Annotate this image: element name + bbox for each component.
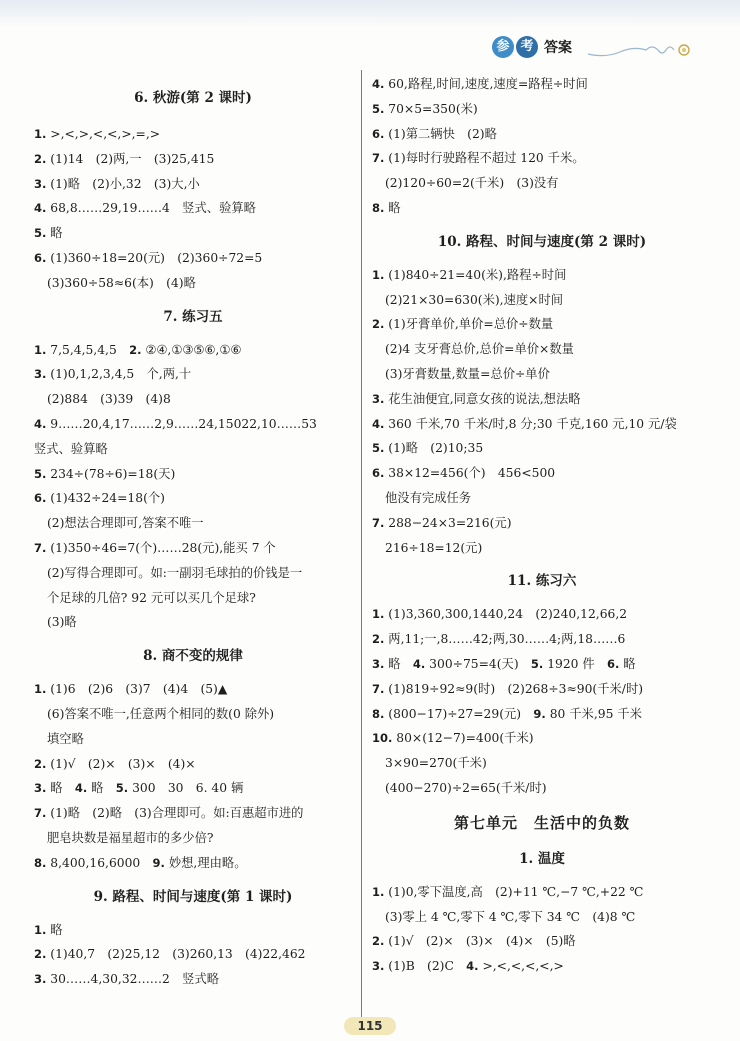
answer-text: (1)350÷46=7(个)……28(元),能买 7 个 <box>46 540 276 555</box>
answer-text: 30……4,30,32……2 竖式略 <box>46 972 220 987</box>
answer-text: (2)120÷60=2(千米) (3)没有 <box>385 176 559 191</box>
answer-line <box>34 196 352 221</box>
answer-text: (1)0,1,2,3,4,5 个,两,十 <box>46 367 192 382</box>
section-title-7: 7. 练习五 <box>163 308 223 325</box>
answer-text: (1)略 (2)小,32 (3)大,小 <box>46 176 200 191</box>
answer-line <box>372 602 712 627</box>
answer-text: (1)14 (2)两,一 (3)25,415 <box>46 151 215 166</box>
answer-text: 略 <box>87 781 116 796</box>
answer-number: 4. <box>74 781 88 796</box>
section-9 <box>34 918 352 992</box>
section-10 <box>372 263 712 561</box>
answer-text: 68,8……29,19……4 竖式、验算略 <box>46 201 256 216</box>
answer-line <box>372 196 712 221</box>
section-8 <box>34 677 352 875</box>
badge-char-2: 考 <box>516 36 538 58</box>
column-divider <box>361 70 362 1018</box>
answer-text: 216÷18=12(元) <box>385 540 483 555</box>
answer-text: 70×5=350(米) <box>384 101 478 116</box>
answer-text: 略 <box>46 781 75 796</box>
answer-number: 2. <box>372 632 385 647</box>
answer-number: 5. <box>115 781 129 796</box>
answer-number: 2. <box>372 317 385 332</box>
section-temperature <box>372 880 712 979</box>
answer-line <box>34 918 352 943</box>
answer-text: (2)写得合理即可。如:一副羽毛球拍的价钱是一 <box>47 565 303 580</box>
answer-line <box>34 338 352 363</box>
answer-number: 8. <box>34 855 47 870</box>
answer-number: 4. <box>372 416 385 431</box>
answer-number: 5. <box>372 441 385 456</box>
answer-line <box>34 271 352 296</box>
answer-text: 300 30 6. <box>128 781 208 796</box>
answer-number: 8. <box>372 706 385 721</box>
answer-text: >,<,>,<,<,>,=,> <box>46 127 161 141</box>
answer-line <box>34 776 352 801</box>
answer-number: 4. <box>372 77 385 91</box>
answer-text: (1)略 (2)10;35 <box>384 441 484 456</box>
answer-text: 妙想,理由略。 <box>164 855 247 870</box>
answer-text: 9……20,4,17……2,9……24,15022,10……53 <box>46 416 317 431</box>
answer-text: 300÷75=4(天) <box>425 656 531 671</box>
answer-text: (3)零上 4 ℃,零下 4 ℃,零下 34 ℃ (4)8 ℃ <box>385 909 636 924</box>
answer-text: (1)0,零下温度,高 (2)+11 ℃,−7 ℃,+22 ℃ <box>384 884 644 899</box>
answer-number: 1. <box>34 922 47 937</box>
answer-number: 3. <box>34 367 47 382</box>
section-6 <box>34 122 352 296</box>
answer-line <box>372 929 712 954</box>
answer-text: (3)略 <box>47 615 77 630</box>
answer-text: (2)21×30=630(米),速度×时间 <box>385 292 564 307</box>
answer-text: 234÷(78÷6)=18(天) <box>46 466 176 481</box>
answer-text: (1)第二辆快 (2)略 <box>384 126 497 141</box>
answer-text: (1)每时行驶路程不超过 120 千米。 <box>384 151 585 166</box>
answer-line <box>372 337 712 362</box>
answer-text: (1)432÷24=18(个) <box>46 491 165 506</box>
answer-text: 8,400,16,6000 <box>46 855 153 870</box>
answer-line <box>372 677 712 702</box>
answer-line <box>372 954 712 979</box>
answer-line <box>34 610 352 635</box>
answer-number: 2. <box>34 947 47 962</box>
section-11 <box>372 602 712 800</box>
answer-line <box>372 263 712 288</box>
answer-text: 360 千米,70 千米/时,8 分;30 千克,160 元,10 元/袋 <box>384 416 677 431</box>
answer-number: 7. <box>372 681 385 696</box>
answer-number: 2. <box>34 151 47 166</box>
answer-text: 竖式、验算略 <box>34 441 108 456</box>
answer-text: 80×(12−7)=400(千米) <box>392 731 534 746</box>
answer-number: 4. <box>34 416 47 431</box>
answer-text: 1920 件 <box>543 656 608 671</box>
section-7 <box>34 338 352 636</box>
answer-text: (1)B (2)C <box>384 959 467 974</box>
answer-line <box>372 627 712 652</box>
answer-line <box>34 412 352 437</box>
answer-number: 3. <box>34 176 47 191</box>
page-number: 115 <box>344 1017 396 1035</box>
answer-text: 38×12=456(个) 456<500 <box>384 466 556 481</box>
answer-number: 2. <box>129 342 142 357</box>
answer-text: (1)√ (2)× (3)× (4)× <box>46 756 196 771</box>
answer-number: 1. <box>372 607 385 622</box>
header-band <box>0 0 740 28</box>
answer-text: 80 千米,95 千米 <box>545 706 642 721</box>
answer-text: (1)6 (2)6 (3)7 (4)4 (5)▲ <box>46 682 228 697</box>
answer-number: 10. <box>372 731 393 746</box>
answer-line <box>372 726 712 751</box>
answer-line <box>372 288 712 313</box>
answer-number: 6. <box>34 250 47 265</box>
answer-line <box>34 246 352 271</box>
answer-line <box>372 436 712 461</box>
answer-text: 略 <box>384 656 413 671</box>
answer-text: 288−24×3=216(元) <box>384 515 512 530</box>
section-title-11: 11. 练习六 <box>507 573 577 590</box>
answer-line <box>34 511 352 536</box>
right-column <box>372 72 712 979</box>
answer-line <box>34 387 352 412</box>
answer-text: 略 <box>619 656 636 671</box>
answer-line <box>34 826 352 851</box>
answer-line <box>34 967 352 992</box>
answer-number: 3. <box>34 972 47 987</box>
answer-line <box>372 536 712 561</box>
answer-text: 略 <box>46 226 63 241</box>
answer-text: (6)答案不唯一,任意两个相同的数(0 除外) <box>47 706 275 721</box>
left-column <box>34 122 352 992</box>
section-title-10: 10. 路程、时间与速度(第 2 课时) <box>437 233 647 250</box>
answer-text: 略 <box>46 922 63 937</box>
answer-number: 6. <box>372 466 385 481</box>
answer-text: (1)略 (2)略 (3)合理即可。如:百惠超市进的 <box>46 806 304 821</box>
answer-text: 填空略 <box>47 731 84 746</box>
answer-line <box>372 97 712 122</box>
answer-text: 40 辆 <box>207 781 244 796</box>
answer-number: 5. <box>372 101 385 116</box>
answer-text: (3)360÷58≈6(本) (4)略 <box>47 275 196 290</box>
answer-line <box>372 652 712 677</box>
answer-number: 3. <box>372 656 385 671</box>
answer-line <box>372 412 712 437</box>
answer-text: (1)牙膏单价,单价=总价÷数量 <box>384 317 554 332</box>
answer-line <box>34 437 352 462</box>
answer-line <box>34 536 352 561</box>
answer-text: (1)√ (2)× (3)× (4)× (5)略 <box>384 934 576 949</box>
answer-number: 4. <box>34 201 47 216</box>
answer-text: (2)想法合理即可,答案不唯一 <box>47 516 204 531</box>
answer-number: 5. <box>34 226 47 241</box>
answer-line <box>34 486 352 511</box>
answer-number: 3. <box>34 781 47 796</box>
answer-number: 1. <box>372 884 385 899</box>
answer-number: 4. <box>466 959 479 974</box>
unit-title-7: 第七单元 生活中的负数 <box>453 813 630 832</box>
answer-line <box>372 776 712 801</box>
answer-text: (1)840÷21=40(米),路程÷时间 <box>384 267 567 282</box>
answer-number: 6. <box>34 491 47 506</box>
answer-line <box>34 221 352 246</box>
answer-line <box>372 72 712 97</box>
answer-number: 5. <box>34 466 47 481</box>
answer-line <box>372 751 712 776</box>
answer-number: 8. <box>372 200 385 215</box>
answer-line <box>372 122 712 147</box>
answer-text: 肥皂块数是福星超市的多少倍? <box>47 830 214 845</box>
answer-line <box>372 486 712 511</box>
answer-text: 7,5,4,5,4,5 <box>46 342 130 357</box>
answer-number: 1. <box>34 127 47 141</box>
answer-badge <box>492 36 572 58</box>
badge-text: 答案 <box>544 40 572 56</box>
answer-text: (400−270)÷2=65(千米/时) <box>385 780 547 795</box>
section-title-8: 8. 商不变的规律 <box>143 648 243 665</box>
answer-number: 7. <box>34 806 47 821</box>
answer-text: (2)4 支牙膏总价,总价=单价×数量 <box>385 342 574 357</box>
answer-number: 3. <box>372 391 385 406</box>
answer-number: 3. <box>372 959 385 974</box>
answer-number: 5. <box>530 656 544 671</box>
answer-number: 2. <box>34 756 47 771</box>
section-9-continued <box>372 72 712 221</box>
answer-text: 他没有完成任务 <box>385 490 472 505</box>
answer-line <box>34 727 352 752</box>
answer-line <box>34 851 352 876</box>
section-title-9: 9. 路程、时间与速度(第 1 课时) <box>93 888 293 905</box>
answer-line <box>372 461 712 486</box>
answer-number: 6. <box>607 656 620 671</box>
answer-line <box>34 172 352 197</box>
answer-line <box>372 387 712 412</box>
answer-line <box>372 312 712 337</box>
answer-line <box>372 171 712 196</box>
answer-line <box>34 752 352 777</box>
answer-text: 3×90=270(千米) <box>385 756 487 771</box>
answer-text: (1)360÷18=20(元) (2)360÷72=5 <box>46 250 263 265</box>
answer-number: 1. <box>34 682 47 697</box>
section-title-6: 6. 秋游(第 2 课时) <box>134 90 252 106</box>
answer-text: 花生油便宜,同意女孩的说法,想法略 <box>384 391 581 406</box>
answer-text: (2)884 (3)39 (4)8 <box>47 392 171 407</box>
swirl-decoration-icon <box>586 42 694 60</box>
answer-line <box>34 586 352 611</box>
answer-number: 9. <box>533 706 546 721</box>
answer-number: 2. <box>372 934 385 949</box>
answer-line <box>34 677 352 702</box>
answer-line <box>34 702 352 727</box>
section-title-temperature: 1. 温度 <box>519 850 565 867</box>
answer-number: 7. <box>34 540 47 555</box>
answer-text: (1)3,360,300,1440,24 (2)240,12,66,2 <box>384 607 628 622</box>
answer-number: 1. <box>372 267 385 282</box>
answer-text: ②④,①③⑤⑥,①⑥ <box>141 342 242 357</box>
badge-char-1: 参 <box>492 36 514 58</box>
answer-text: 个足球的几倍? 92 元可以买几个足球? <box>47 590 256 605</box>
answer-text: 两,11;一,8……42;两,30……4;两,18……6 <box>384 632 626 647</box>
answer-line <box>372 511 712 536</box>
answer-text: (1)40,7 (2)25,12 (3)260,13 (4)22,462 <box>46 947 306 962</box>
answer-line <box>372 146 712 171</box>
answer-line <box>372 362 712 387</box>
answer-number: 7. <box>372 151 385 166</box>
answer-text: (3)牙膏数量,数量=总价÷单价 <box>385 366 550 381</box>
answer-line <box>34 561 352 586</box>
answer-line <box>34 122 352 147</box>
answer-line <box>34 362 352 387</box>
answer-number: 4. <box>412 656 426 671</box>
answer-text: (1)819÷92≈9(时) (2)268÷3≈90(千米/时) <box>384 681 644 696</box>
answer-line <box>34 942 352 967</box>
answer-line <box>34 462 352 487</box>
answer-text: 略 <box>384 200 401 215</box>
answer-line <box>372 880 712 905</box>
answer-number: 9. <box>152 855 165 870</box>
answer-text: (800−17)÷27=29(元) <box>384 706 534 721</box>
answer-text: 60,路程,时间,速度,速度=路程÷时间 <box>384 77 588 91</box>
answer-text: >,<,<,<,<,> <box>478 959 564 974</box>
answer-line <box>372 905 712 930</box>
answer-number: 7. <box>372 515 385 530</box>
answer-number: 1. <box>34 342 47 357</box>
answer-line <box>34 801 352 826</box>
answer-line <box>372 702 712 727</box>
answer-number: 6. <box>372 126 385 141</box>
answer-line <box>34 147 352 172</box>
